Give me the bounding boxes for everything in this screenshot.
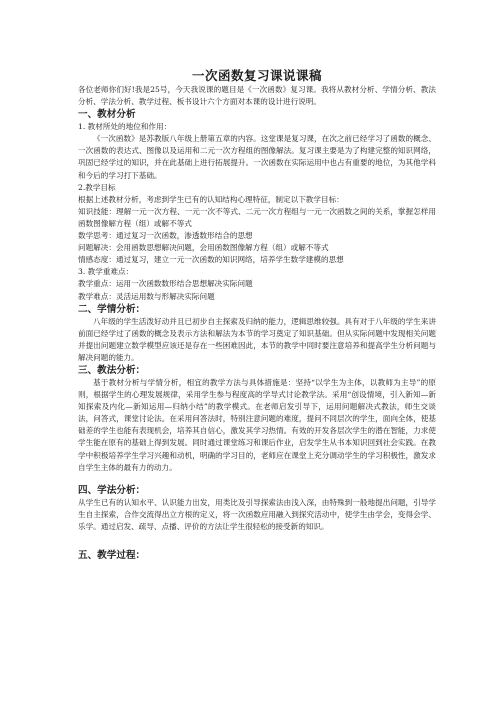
position-paragraph: 《一次函数》是苏教版八年级上册第五章的内容。这堂课是复习课，在次之前已经学习了函数的概念、一次函数的表达式、图像以及运用和二元一次方程组的图像解法。复习课主要是为了构建完整的知识网络，巩固已经学过的知识，并在此基础上进行拓展提升。一次函数在实际运用中也占有重要的地位，为其他学科和今后的学习打下基础。 bbox=[78, 134, 436, 180]
key-point: 教学重点：运用一次函数数形结合思想解决实际问题 bbox=[78, 279, 253, 289]
goal-item: 知识技能：理解一元一次方程、一元一次不等式、二元一次方程组与一元一次函数之间的关系，掌握怎样用函数图像解方程（组）或解不等式 bbox=[78, 206, 436, 228]
goal-item: 数学思考：通过复习一次函数，渗透数形结合的思想 bbox=[78, 231, 253, 241]
sub-title-key-points: 3. 教学重难点： bbox=[78, 267, 134, 277]
goals-intro: 根据上述教材分析，考虑到学生已有的认知结构心理特征，制定以下教学目标： bbox=[78, 194, 344, 204]
difficulty-point: 教学难点：灵活运用数与形解决实际问题 bbox=[78, 291, 215, 301]
section-heading-process: 五、教学过程： bbox=[78, 550, 146, 561]
sub-title-position: 1. 教材所处的地位和作用： bbox=[78, 122, 172, 132]
section-heading-learning-method: 四、学法分析： bbox=[78, 484, 146, 496]
section-heading-textbook: 一、教材分析 bbox=[78, 109, 136, 121]
section-heading-teaching-method: 三、教法分析： bbox=[78, 364, 146, 376]
goal-item: 情感态度：通过复习，建立一元一次函数的知识网络，培养学生数学建模的思想 bbox=[78, 255, 344, 265]
learning-method-paragraph: 从学生已有的认知水平、认识能力出发，用类比及引导探索法由浅入深，由特殊到一般地提出问题，引导学生自主探索，合作交流得出立方根的定义，将一次函数应用融入到探究活动中，使学生由学会，变得会学、乐学。通过启发、疏导、点播、评价的方法让学生很轻松的接受新的知识。 bbox=[78, 497, 436, 531]
teaching-method-paragraph: 基于教材分析与学情分析，相宜的教学方法与具体措施是：坚持“以学生为主体，以教师为主导”的原则，根据学生的心理发展规律，采用学生参与程度高的学导式讨论教学法。采用“创设情境，引入新知—新知探索及内化—新知运用—归纳小结”的教学模式。在老师启发引导下，运用问题解决式教法，师生交谈法，问答式，课堂讨论法。在采用问答法时，特别注意问题的难度，提问不同层次的学生，面向全体，使基础差的学生也能有表现机会，培养其自信心，激发其学习热情。有效的开发各层次学生的潜在智能，力求使学生能在原有的基础上得到发展。同时通过课堂练习和课后作业，启发学生从书本知识回到社会实践。在教学中积极培养学生学习兴趣和动机，明确的学习目的，老师应在课堂上充分调动学生的学习积极性，激发求自学生主体的最有力的动力。 bbox=[78, 377, 436, 472]
document-body bbox=[78, 84, 436, 562]
intro-paragraph: 各位老师你们好!我是25号，今天我说课的题目是《一次函数》复习课。我将从教材分析、学情分析、教法分析、学法分析、教学过程、板书设计六个方面对本课的设计进行说明。 bbox=[78, 85, 436, 107]
page-title: 一次函数复习课说课稿 bbox=[191, 68, 322, 83]
students-paragraph: 八年级的学生活泼好动并且已初步自主探索及归纳的能力，逻辑思维较强。具有对于八年级的学生来讲前面已经学过了函数的概念及表示方法和解法为本节的学习奠定了知识基础。但从实际问题中发现相关问题并提出问题建立数学模型应该还是存在一些困难因此，本节的教学中同时要注意培养和提高学生分析问题与解决问题的能力。 bbox=[78, 316, 436, 362]
goal-item: 问题解决：会用函数思想解决问题，会用函数图像解方程（组）或解不等式 bbox=[78, 243, 329, 253]
section-heading-students: 二、学情分析： bbox=[78, 303, 146, 315]
sub-title-goals: 2.教学目标 bbox=[78, 182, 116, 192]
